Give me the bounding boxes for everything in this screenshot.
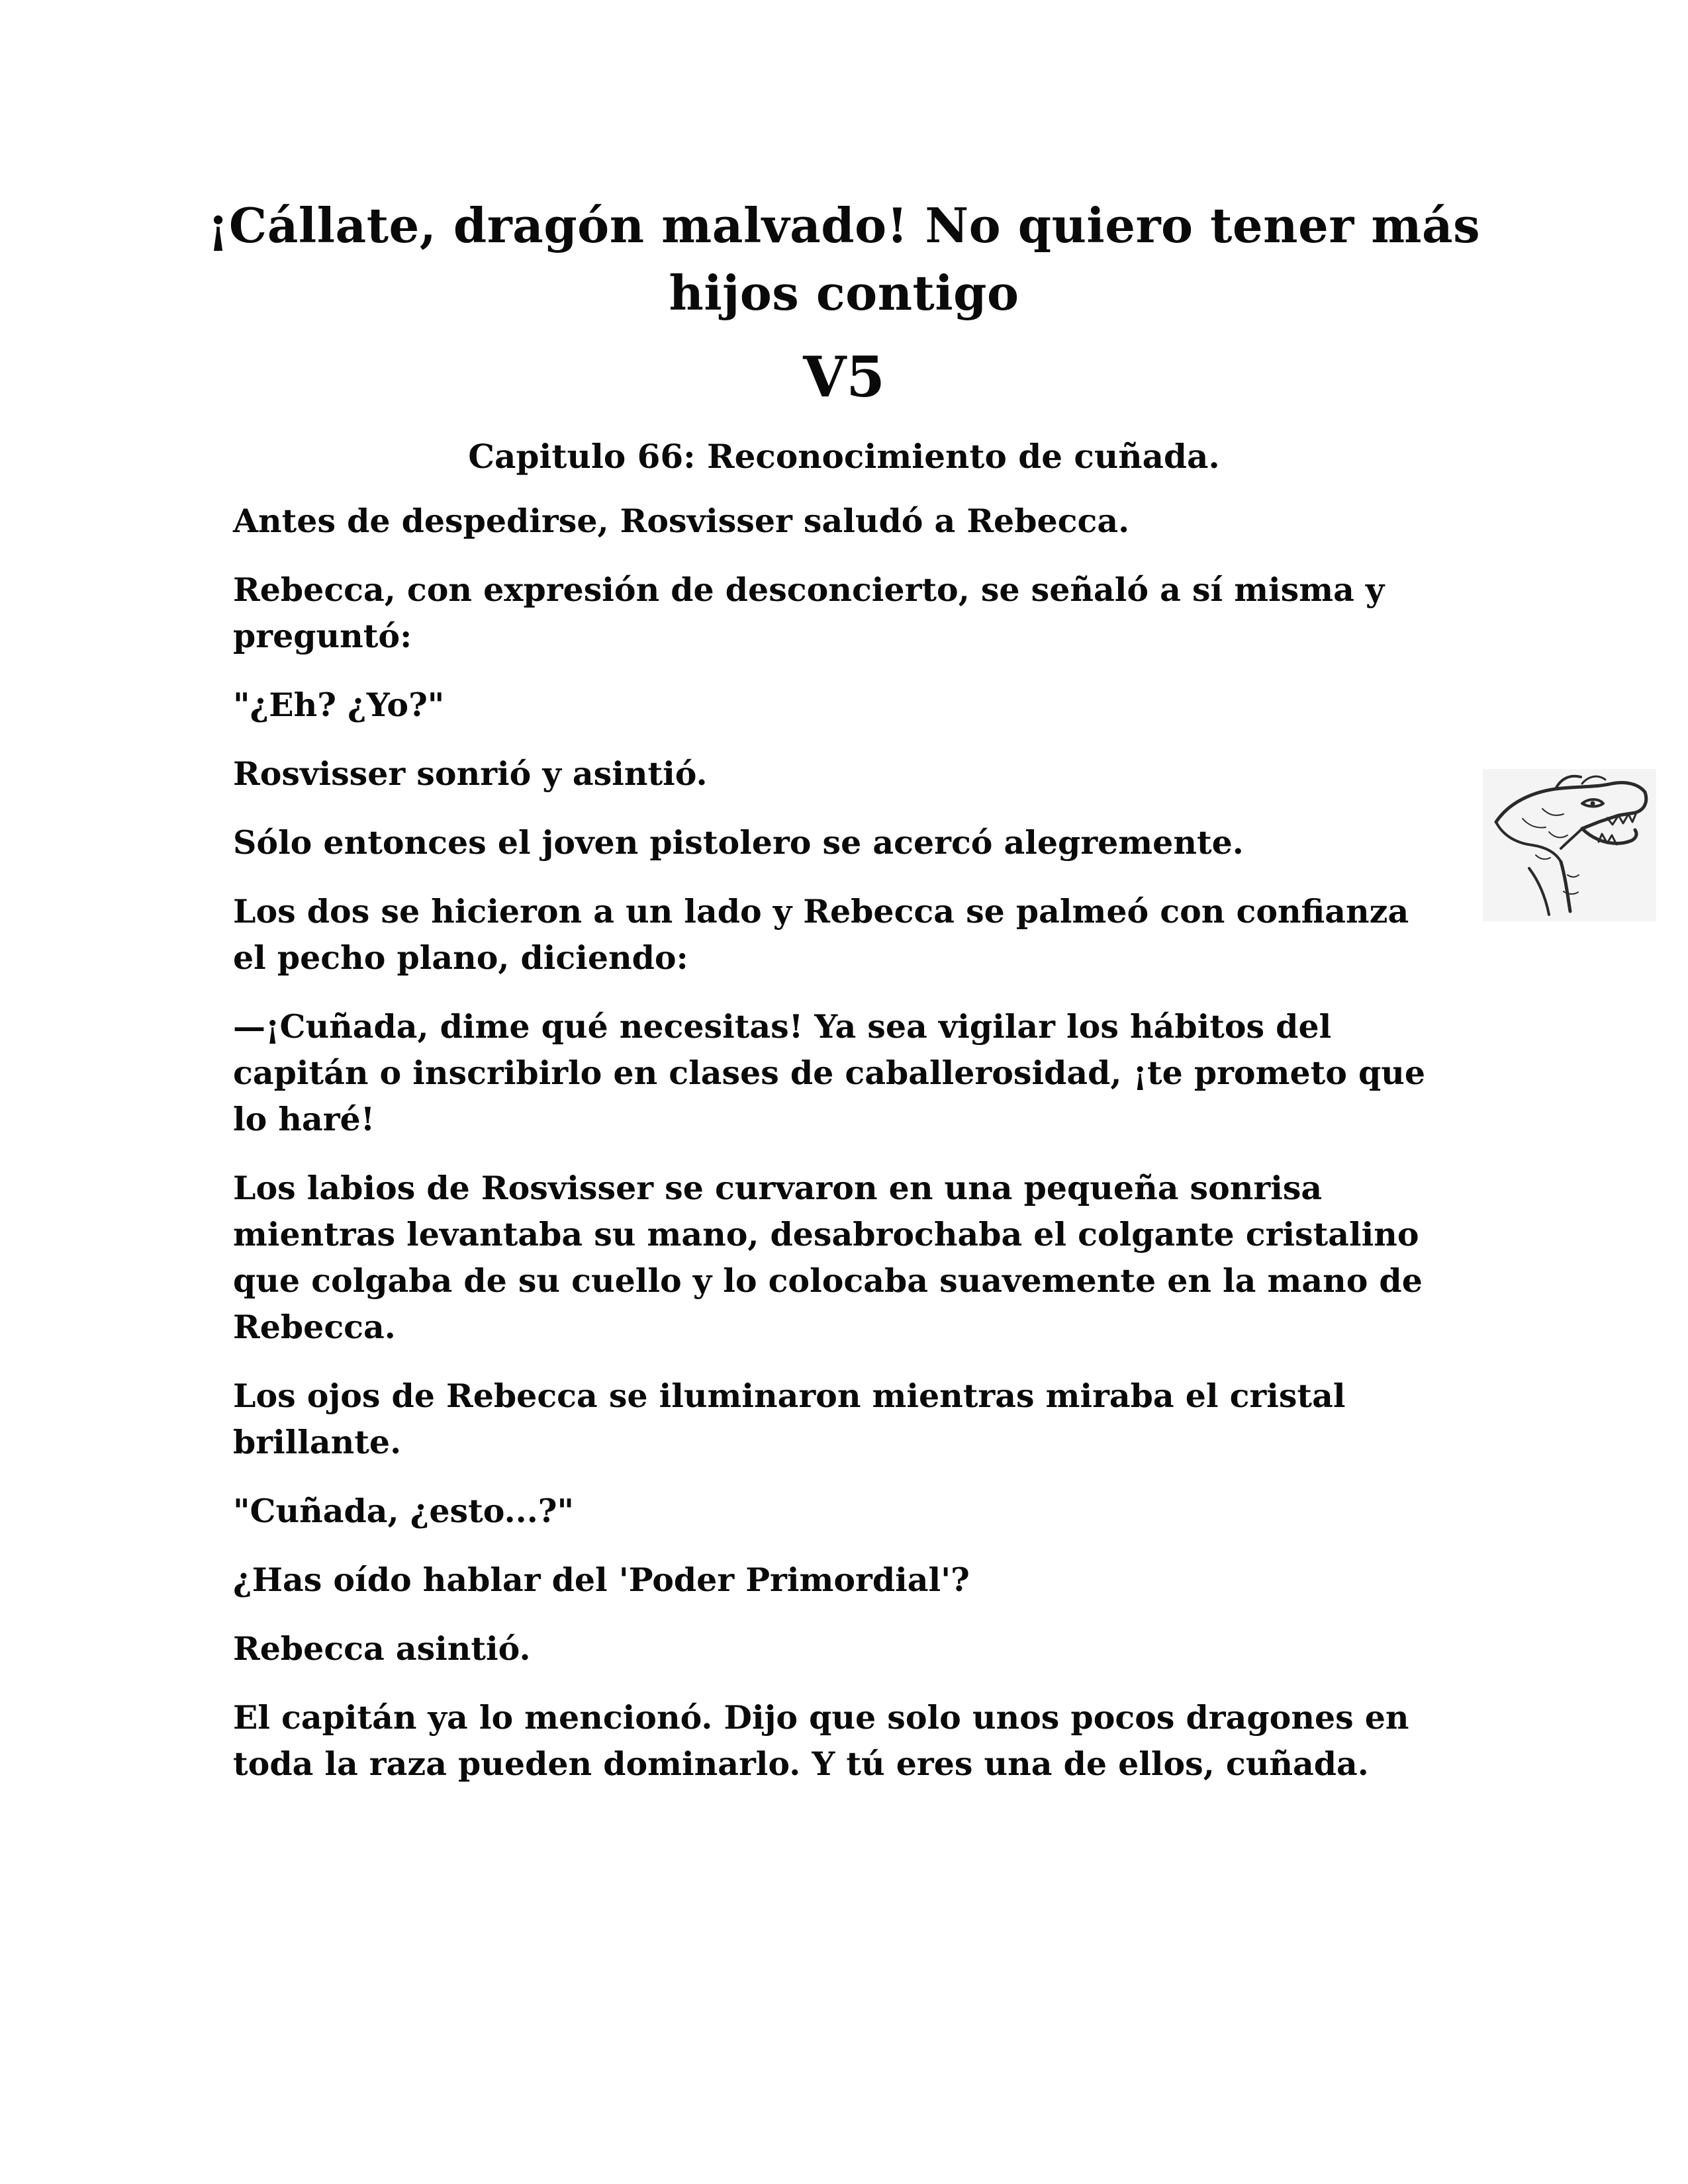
paragraph: Sólo entonces el joven pistolero se acercó alegremente. bbox=[233, 823, 1244, 862]
paragraph: El capitán ya lo mencionó. Dijo que solo unos pocos dragones en toda la raza pueden dominarlo. Y tú eres una de ellos, cuñada. bbox=[233, 1698, 1409, 1783]
paragraph: Los dos se hicieron a un lado y Rebecca se palmeó con confianza el pecho plano, diciendo: bbox=[233, 892, 1409, 977]
paragraph: —¡Cuñada, dime qué necesitas! Ya sea vigilar los hábitos del capitán o inscribirlo en clases de caballerosidad, ¡te prometo que lo haré! bbox=[233, 1007, 1426, 1138]
paragraph: ¿Has oído hablar del 'Poder Primordial'? bbox=[233, 1561, 970, 1599]
chapter-body bbox=[233, 498, 1444, 1809]
paragraph: "¿Eh? ¿Yo?" bbox=[233, 686, 445, 724]
paragraph: Rosvisser sonrió y asintió. bbox=[233, 754, 708, 793]
dragon-head-sketch-icon bbox=[1483, 769, 1656, 921]
chapter-heading: Capitulo 66: Reconocimiento de cuñada. bbox=[468, 437, 1220, 476]
paragraph: Los labios de Rosvisser se curvaron en una pequeña sonrisa mientras levantaba su mano, desabrochaba el colgante cristalino que colgaba de su cuello y lo colocaba suavemente en la mano de Rebecca. bbox=[233, 1169, 1423, 1346]
book-title: ¡Cállate, dragón malvado! No quiero tener más hijos contigo bbox=[207, 197, 1481, 321]
paragraph: Rebecca, con expresión de desconcierto, se señaló a sí misma y preguntó: bbox=[233, 570, 1385, 655]
volume-label: V5 bbox=[803, 344, 885, 410]
paragraph: Rebecca asintió. bbox=[233, 1629, 531, 1668]
paragraph: Antes de despedirse, Rosvisser saludó a Rebecca. bbox=[233, 502, 1130, 540]
paragraph: Los ojos de Rebecca se iluminaron mientras miraba el cristal brillante. bbox=[233, 1377, 1346, 1461]
paragraph: "Cuñada, ¿esto...?" bbox=[233, 1492, 575, 1530]
